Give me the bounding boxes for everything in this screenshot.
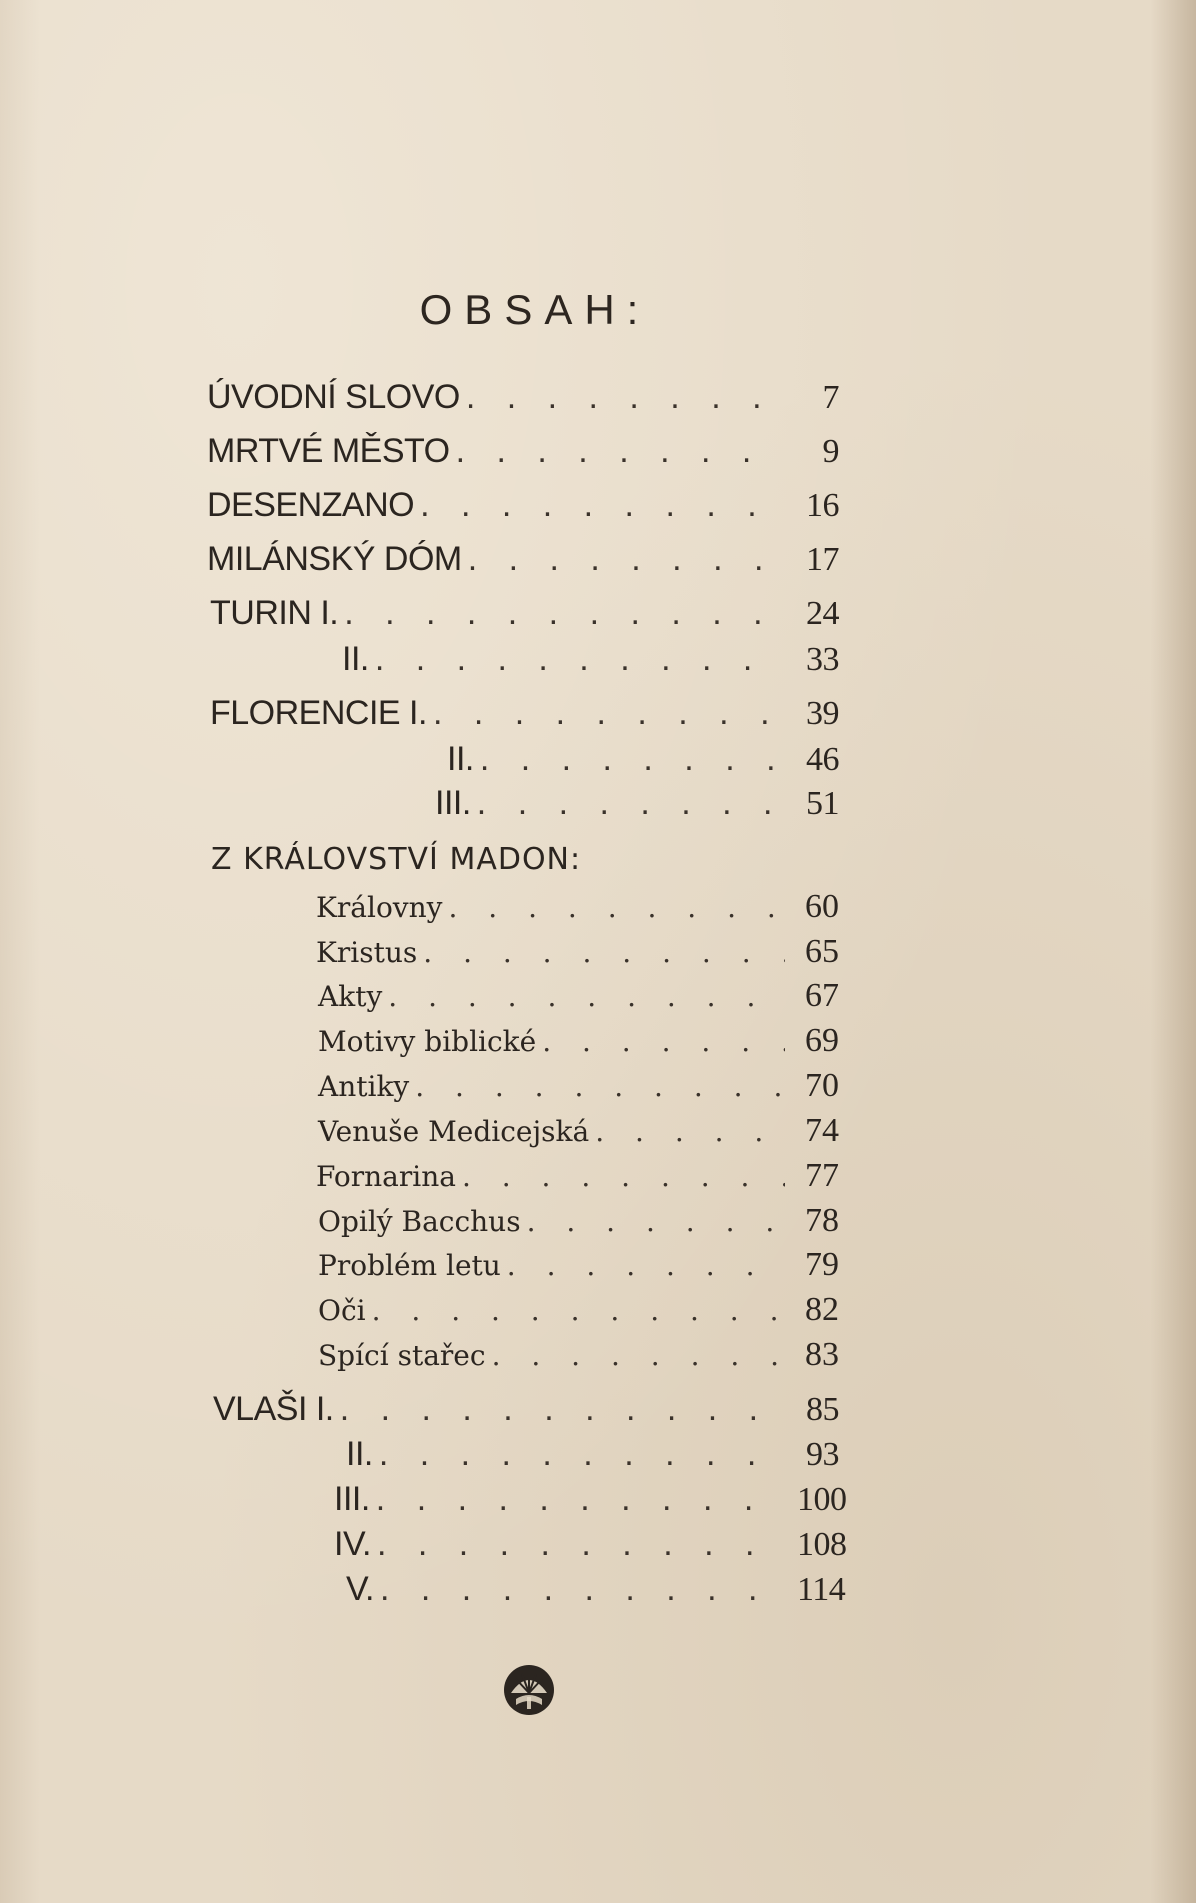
toc-entry-page: 85 xyxy=(806,1391,839,1428)
toc-entry-page: 51 xyxy=(806,785,839,822)
toc-entry-page: 108 xyxy=(797,1526,847,1563)
toc-subentry-label: Problém letu xyxy=(318,1249,501,1282)
leader-dots xyxy=(456,432,785,471)
toc-subentry-page: 77 xyxy=(805,1157,839,1194)
toc-subentry-page: 69 xyxy=(805,1022,839,1059)
toc-subentry-page: 65 xyxy=(805,933,839,970)
toc-entry-vlasi-2 xyxy=(346,1435,839,1479)
publisher-emblem-icon xyxy=(502,1663,556,1717)
toc-subentry-label: Akty xyxy=(318,980,383,1013)
toc-entry-page: 114 xyxy=(797,1571,846,1608)
toc-entry-label: VLAŠI I. xyxy=(213,1390,334,1428)
leader-dots xyxy=(433,694,785,733)
toc-entry-label: ÚVODNÍ SLOVO xyxy=(207,378,460,416)
toc-entry-vlasi-3 xyxy=(334,1480,847,1524)
toc-entry-florencie-2 xyxy=(447,740,839,784)
toc-subentry-label: Kristus xyxy=(316,936,418,969)
toc-entry-label: II. xyxy=(346,1435,373,1473)
toc-entry-turin-2 xyxy=(342,640,839,684)
toc-entry-vlasi-1 xyxy=(213,1390,839,1434)
toc-subentry-page: 60 xyxy=(805,888,839,925)
toc-entry-page: 39 xyxy=(806,695,839,732)
toc-entry-page: 100 xyxy=(797,1481,847,1518)
toc-entry-page: 16 xyxy=(806,487,839,524)
leader-dots xyxy=(375,640,785,679)
toc-entry-label: IV. xyxy=(334,1525,371,1563)
toc-entry-label: II. xyxy=(447,740,474,778)
toc-entry-label: III. xyxy=(334,1480,370,1518)
leader-dots xyxy=(492,1339,785,1372)
toc-subentry-opily-bacchus xyxy=(318,1202,839,1246)
toc-subentry-venuse-medicejska xyxy=(318,1112,839,1156)
leader-dots xyxy=(466,378,785,417)
leader-dots xyxy=(448,891,785,924)
toc-entry-label: III. xyxy=(435,784,471,822)
toc-entry-label: II. xyxy=(342,640,369,678)
leader-dots xyxy=(340,1390,785,1429)
toc-entry-page: 9 xyxy=(822,433,839,470)
toc-entry-florencie-3 xyxy=(435,784,839,828)
toc-entry-label: V. xyxy=(346,1570,375,1608)
toc-subentry-label: Antiky xyxy=(318,1070,410,1103)
leader-dots xyxy=(527,1205,785,1238)
leader-dots xyxy=(507,1249,785,1282)
leader-dots xyxy=(480,740,785,779)
toc-subentry-label: Motivy biblické xyxy=(318,1025,537,1058)
toc-entry-vlasi-4 xyxy=(334,1525,847,1569)
leader-dots xyxy=(542,1025,785,1058)
toc-subentry-label: Venuše Medicejská xyxy=(318,1115,590,1148)
toc-entry-page: 93 xyxy=(806,1436,839,1473)
toc-subentry-antiky xyxy=(318,1067,839,1111)
leader-dots xyxy=(462,1160,785,1193)
toc-entry-vlasi-5 xyxy=(346,1570,846,1614)
leader-dots xyxy=(468,540,785,579)
toc-subentry-page: 74 xyxy=(805,1112,839,1149)
leader-dots xyxy=(377,1525,785,1564)
toc-entry-florencie-1 xyxy=(210,694,839,738)
toc-entry-label: MILÁNSKÝ DÓM xyxy=(207,540,462,578)
toc-subentry-page: 83 xyxy=(805,1336,839,1373)
leader-dots xyxy=(423,936,785,969)
toc-subentry-label: Fornarina xyxy=(316,1160,456,1193)
leader-dots xyxy=(376,1480,785,1519)
toc-subentry-fornarina xyxy=(316,1157,839,1201)
toc-subentry-label: Opilý Bacchus xyxy=(318,1205,521,1238)
toc-subentry-akty xyxy=(318,977,839,1021)
toc-subentry-page: 82 xyxy=(805,1291,839,1328)
toc-entry-page: 7 xyxy=(822,379,839,416)
leader-dots xyxy=(344,594,785,633)
toc-subentry-page: 79 xyxy=(805,1246,839,1283)
toc-entry-page: 46 xyxy=(806,741,839,778)
leader-dots xyxy=(415,1070,785,1103)
toc-entry-label: FLORENCIE I. xyxy=(210,694,427,732)
toc-subentry-oci xyxy=(318,1291,839,1335)
toc-subentry-motivy-biblicke xyxy=(318,1022,839,1066)
toc-entry-milansky-dom xyxy=(207,540,839,584)
toc-entry-page: 33 xyxy=(806,641,839,678)
toc-subentry-kristus xyxy=(316,933,839,977)
toc-subentry-spici-starec xyxy=(318,1336,839,1380)
leader-dots xyxy=(477,784,785,823)
toc-subentry-label: Královny xyxy=(316,891,443,924)
leader-dots xyxy=(420,486,785,525)
leader-dots xyxy=(388,980,785,1013)
toc-entry-page: 24 xyxy=(806,595,839,632)
toc-entry-mrtve-mesto xyxy=(207,432,839,476)
toc-subentry-problem-letu xyxy=(318,1246,839,1290)
leader-dots xyxy=(372,1294,785,1327)
leader-dots xyxy=(379,1435,785,1474)
toc-entry-label: TURIN I. xyxy=(210,594,339,632)
section-heading: Z KRÁLOVSTVÍ MADON: xyxy=(211,842,582,877)
page-title: OBSAH: xyxy=(419,286,651,333)
toc-subentry-label: Oči xyxy=(318,1294,366,1327)
toc-entry-page: 17 xyxy=(806,541,839,578)
leader-dots xyxy=(595,1115,785,1148)
toc-entry-label: DESENZANO xyxy=(207,486,415,524)
toc-subentry-page: 67 xyxy=(805,977,839,1014)
toc-entry-turin-1 xyxy=(210,594,839,638)
toc-entry-label: MRTVÉ MĚSTO xyxy=(207,432,450,470)
toc-subentry-label: Spící stařec xyxy=(318,1339,486,1372)
toc-subentry-page: 70 xyxy=(805,1067,839,1104)
toc-entry-uvodni-slovo xyxy=(207,378,839,422)
toc-subentry-page: 78 xyxy=(805,1202,839,1239)
toc-subentry-kralovny xyxy=(316,888,839,932)
leader-dots xyxy=(380,1570,785,1609)
toc-entry-desenzano xyxy=(207,486,839,530)
